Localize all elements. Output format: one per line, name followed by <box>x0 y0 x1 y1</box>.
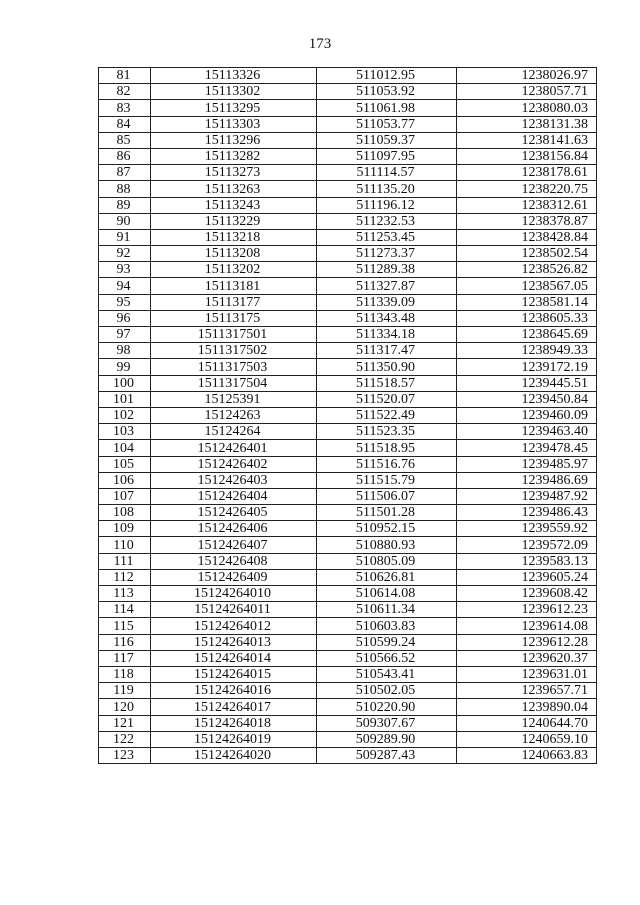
x-coordinate-cell: 510611.34 <box>317 602 457 618</box>
x-coordinate-cell: 511232.53 <box>317 213 457 229</box>
row-number-cell: 122 <box>99 731 151 747</box>
point-id-cell: 15113218 <box>151 229 317 245</box>
table-row <box>99 521 597 537</box>
x-coordinate-cell: 510614.08 <box>317 586 457 602</box>
y-coordinate-cell: 1238131.38 <box>457 116 597 132</box>
x-coordinate-cell: 510880.93 <box>317 537 457 553</box>
y-coordinate-cell: 1240663.83 <box>457 747 597 763</box>
table-row <box>99 586 597 602</box>
row-number-cell: 118 <box>99 666 151 682</box>
x-coordinate-cell: 511516.76 <box>317 456 457 472</box>
x-coordinate-cell: 511327.87 <box>317 278 457 294</box>
point-id-cell: 1511317501 <box>151 327 317 343</box>
y-coordinate-cell: 1238220.75 <box>457 181 597 197</box>
point-id-cell: 15113296 <box>151 132 317 148</box>
y-coordinate-cell: 1239583.13 <box>457 553 597 569</box>
point-id-cell: 15113243 <box>151 197 317 213</box>
y-coordinate-cell: 1238080.03 <box>457 100 597 116</box>
x-coordinate-cell: 511135.20 <box>317 181 457 197</box>
x-coordinate-cell: 511053.92 <box>317 84 457 100</box>
y-coordinate-cell: 1239450.84 <box>457 391 597 407</box>
y-coordinate-cell: 1240659.10 <box>457 731 597 747</box>
table-row <box>99 650 597 666</box>
table-row <box>99 537 597 553</box>
table-row <box>99 148 597 164</box>
row-number-cell: 100 <box>99 375 151 391</box>
table-row <box>99 488 597 504</box>
y-coordinate-cell: 1238026.97 <box>457 68 597 84</box>
row-number-cell: 83 <box>99 100 151 116</box>
point-id-cell: 15113282 <box>151 148 317 164</box>
table-row <box>99 310 597 326</box>
point-id-cell: 15113177 <box>151 294 317 310</box>
table-row <box>99 132 597 148</box>
table-row <box>99 569 597 585</box>
y-coordinate-cell: 1239620.37 <box>457 650 597 666</box>
row-number-cell: 95 <box>99 294 151 310</box>
table-row <box>99 634 597 650</box>
table-row <box>99 327 597 343</box>
y-coordinate-cell: 1239657.71 <box>457 683 597 699</box>
table-row <box>99 359 597 375</box>
row-number-cell: 120 <box>99 699 151 715</box>
row-number-cell: 88 <box>99 181 151 197</box>
point-id-cell: 15113229 <box>151 213 317 229</box>
y-coordinate-cell: 1239614.08 <box>457 618 597 634</box>
y-coordinate-cell: 1238526.82 <box>457 262 597 278</box>
point-id-cell: 15113175 <box>151 310 317 326</box>
x-coordinate-cell: 511350.90 <box>317 359 457 375</box>
point-id-cell: 1511317504 <box>151 375 317 391</box>
table-row <box>99 456 597 472</box>
table-row <box>99 618 597 634</box>
row-number-cell: 87 <box>99 165 151 181</box>
row-number-cell: 117 <box>99 650 151 666</box>
table-row <box>99 229 597 245</box>
row-number-cell: 81 <box>99 68 151 84</box>
y-coordinate-cell: 1239608.42 <box>457 586 597 602</box>
y-coordinate-cell: 1239890.04 <box>457 699 597 715</box>
y-coordinate-cell: 1239559.92 <box>457 521 597 537</box>
row-number-cell: 115 <box>99 618 151 634</box>
x-coordinate-cell: 511317.47 <box>317 343 457 359</box>
table-row <box>99 602 597 618</box>
row-number-cell: 101 <box>99 391 151 407</box>
point-id-cell: 1512426402 <box>151 456 317 472</box>
table-row <box>99 553 597 569</box>
y-coordinate-cell: 1239460.09 <box>457 407 597 423</box>
row-number-cell: 94 <box>99 278 151 294</box>
row-number-cell: 92 <box>99 246 151 262</box>
x-coordinate-cell: 511515.79 <box>317 472 457 488</box>
point-id-cell: 15113181 <box>151 278 317 294</box>
x-coordinate-cell: 511289.38 <box>317 262 457 278</box>
point-id-cell: 15124264015 <box>151 666 317 682</box>
y-coordinate-cell: 1239463.40 <box>457 424 597 440</box>
y-coordinate-cell: 1239572.09 <box>457 537 597 553</box>
point-id-cell: 1512426409 <box>151 569 317 585</box>
x-coordinate-cell: 510566.52 <box>317 650 457 666</box>
table-row <box>99 715 597 731</box>
point-id-cell: 15124264012 <box>151 618 317 634</box>
point-id-cell: 15124264018 <box>151 715 317 731</box>
point-id-cell: 15113263 <box>151 181 317 197</box>
x-coordinate-cell: 509307.67 <box>317 715 457 731</box>
y-coordinate-cell: 1239605.24 <box>457 569 597 585</box>
y-coordinate-cell: 1239486.69 <box>457 472 597 488</box>
x-coordinate-cell: 510603.83 <box>317 618 457 634</box>
table-row <box>99 424 597 440</box>
table-row <box>99 213 597 229</box>
row-number-cell: 104 <box>99 440 151 456</box>
table-row <box>99 68 597 84</box>
point-id-cell: 1512426401 <box>151 440 317 456</box>
table-row <box>99 375 597 391</box>
x-coordinate-cell: 511518.95 <box>317 440 457 456</box>
point-id-cell: 1512426406 <box>151 521 317 537</box>
table-row <box>99 747 597 763</box>
table-row <box>99 683 597 699</box>
x-coordinate-cell: 511506.07 <box>317 488 457 504</box>
y-coordinate-cell: 1239631.01 <box>457 666 597 682</box>
table-row <box>99 84 597 100</box>
x-coordinate-cell: 509289.90 <box>317 731 457 747</box>
y-coordinate-cell: 1238312.61 <box>457 197 597 213</box>
y-coordinate-cell: 1239486.43 <box>457 505 597 521</box>
x-coordinate-cell: 509287.43 <box>317 747 457 763</box>
row-number-cell: 114 <box>99 602 151 618</box>
point-id-cell: 15124264016 <box>151 683 317 699</box>
x-coordinate-cell: 511114.57 <box>317 165 457 181</box>
row-number-cell: 107 <box>99 488 151 504</box>
x-coordinate-cell: 510502.05 <box>317 683 457 699</box>
point-id-cell: 15113302 <box>151 84 317 100</box>
point-id-cell: 15113295 <box>151 100 317 116</box>
y-coordinate-cell: 1238378.87 <box>457 213 597 229</box>
row-number-cell: 89 <box>99 197 151 213</box>
y-coordinate-cell: 1238605.33 <box>457 310 597 326</box>
point-id-cell: 1512426403 <box>151 472 317 488</box>
y-coordinate-cell: 1238178.61 <box>457 165 597 181</box>
table-row <box>99 165 597 181</box>
x-coordinate-cell: 511523.35 <box>317 424 457 440</box>
table-row <box>99 100 597 116</box>
row-number-cell: 119 <box>99 683 151 699</box>
y-coordinate-cell: 1239487.92 <box>457 488 597 504</box>
y-coordinate-cell: 1239485.97 <box>457 456 597 472</box>
y-coordinate-cell: 1239445.51 <box>457 375 597 391</box>
point-id-cell: 15124264020 <box>151 747 317 763</box>
x-coordinate-cell: 510543.41 <box>317 666 457 682</box>
x-coordinate-cell: 511059.37 <box>317 132 457 148</box>
row-number-cell: 116 <box>99 634 151 650</box>
x-coordinate-cell: 511518.57 <box>317 375 457 391</box>
row-number-cell: 112 <box>99 569 151 585</box>
row-number-cell: 111 <box>99 553 151 569</box>
table-row <box>99 294 597 310</box>
table-row <box>99 278 597 294</box>
point-id-cell: 15124264011 <box>151 602 317 618</box>
row-number-cell: 84 <box>99 116 151 132</box>
point-id-cell: 15124264014 <box>151 650 317 666</box>
row-number-cell: 96 <box>99 310 151 326</box>
x-coordinate-cell: 511053.77 <box>317 116 457 132</box>
table-row <box>99 505 597 521</box>
point-id-cell: 1512426404 <box>151 488 317 504</box>
y-coordinate-cell: 1239478.45 <box>457 440 597 456</box>
table-row <box>99 262 597 278</box>
x-coordinate-cell: 511334.18 <box>317 327 457 343</box>
y-coordinate-cell: 1238057.71 <box>457 84 597 100</box>
x-coordinate-cell: 511253.45 <box>317 229 457 245</box>
table-row <box>99 440 597 456</box>
row-number-cell: 109 <box>99 521 151 537</box>
row-number-cell: 106 <box>99 472 151 488</box>
point-id-cell: 1512426408 <box>151 553 317 569</box>
table-row <box>99 181 597 197</box>
table-row <box>99 246 597 262</box>
row-number-cell: 110 <box>99 537 151 553</box>
x-coordinate-cell: 511273.37 <box>317 246 457 262</box>
y-coordinate-cell: 1238645.69 <box>457 327 597 343</box>
x-coordinate-cell: 510952.15 <box>317 521 457 537</box>
y-coordinate-cell: 1238581.14 <box>457 294 597 310</box>
point-id-cell: 15124264 <box>151 424 317 440</box>
point-id-cell: 1511317502 <box>151 343 317 359</box>
point-id-cell: 15124264013 <box>151 634 317 650</box>
y-coordinate-cell: 1238567.05 <box>457 278 597 294</box>
x-coordinate-cell: 511196.12 <box>317 197 457 213</box>
point-id-cell: 15124264017 <box>151 699 317 715</box>
page-number: 173 <box>308 36 332 52</box>
table-row <box>99 343 597 359</box>
x-coordinate-cell: 511501.28 <box>317 505 457 521</box>
row-number-cell: 105 <box>99 456 151 472</box>
coordinates-table-body <box>99 68 597 764</box>
row-number-cell: 82 <box>99 84 151 100</box>
y-coordinate-cell: 1238141.63 <box>457 132 597 148</box>
x-coordinate-cell: 511097.95 <box>317 148 457 164</box>
point-id-cell: 1512426407 <box>151 537 317 553</box>
y-coordinate-cell: 1239612.23 <box>457 602 597 618</box>
y-coordinate-cell: 1238156.84 <box>457 148 597 164</box>
row-number-cell: 108 <box>99 505 151 521</box>
point-id-cell: 15124264019 <box>151 731 317 747</box>
x-coordinate-cell: 510220.90 <box>317 699 457 715</box>
table-row <box>99 116 597 132</box>
table-row <box>99 666 597 682</box>
point-id-cell: 15113208 <box>151 246 317 262</box>
y-coordinate-cell: 1238502.54 <box>457 246 597 262</box>
y-coordinate-cell: 1238949.33 <box>457 343 597 359</box>
x-coordinate-cell: 510599.24 <box>317 634 457 650</box>
point-id-cell: 15124263 <box>151 407 317 423</box>
row-number-cell: 102 <box>99 407 151 423</box>
y-coordinate-cell: 1239612.28 <box>457 634 597 650</box>
table-row <box>99 197 597 213</box>
y-coordinate-cell: 1240644.70 <box>457 715 597 731</box>
row-number-cell: 123 <box>99 747 151 763</box>
table-row <box>99 731 597 747</box>
x-coordinate-cell: 510805.09 <box>317 553 457 569</box>
coordinates-table <box>98 67 597 764</box>
point-id-cell: 15125391 <box>151 391 317 407</box>
point-id-cell: 15113202 <box>151 262 317 278</box>
row-number-cell: 91 <box>99 229 151 245</box>
row-number-cell: 103 <box>99 424 151 440</box>
row-number-cell: 98 <box>99 343 151 359</box>
point-id-cell: 1512426405 <box>151 505 317 521</box>
x-coordinate-cell: 511012.95 <box>317 68 457 84</box>
x-coordinate-cell: 511522.49 <box>317 407 457 423</box>
x-coordinate-cell: 511061.98 <box>317 100 457 116</box>
point-id-cell: 15113326 <box>151 68 317 84</box>
row-number-cell: 121 <box>99 715 151 731</box>
point-id-cell: 15113303 <box>151 116 317 132</box>
y-coordinate-cell: 1238428.84 <box>457 229 597 245</box>
x-coordinate-cell: 511343.48 <box>317 310 457 326</box>
x-coordinate-cell: 510626.81 <box>317 569 457 585</box>
point-id-cell: 15124264010 <box>151 586 317 602</box>
row-number-cell: 90 <box>99 213 151 229</box>
table-row <box>99 391 597 407</box>
row-number-cell: 86 <box>99 148 151 164</box>
x-coordinate-cell: 511339.09 <box>317 294 457 310</box>
row-number-cell: 93 <box>99 262 151 278</box>
table-row <box>99 407 597 423</box>
table-row <box>99 699 597 715</box>
point-id-cell: 1511317503 <box>151 359 317 375</box>
row-number-cell: 99 <box>99 359 151 375</box>
row-number-cell: 113 <box>99 586 151 602</box>
table-row <box>99 472 597 488</box>
y-coordinate-cell: 1239172.19 <box>457 359 597 375</box>
row-number-cell: 85 <box>99 132 151 148</box>
x-coordinate-cell: 511520.07 <box>317 391 457 407</box>
point-id-cell: 15113273 <box>151 165 317 181</box>
row-number-cell: 97 <box>99 327 151 343</box>
